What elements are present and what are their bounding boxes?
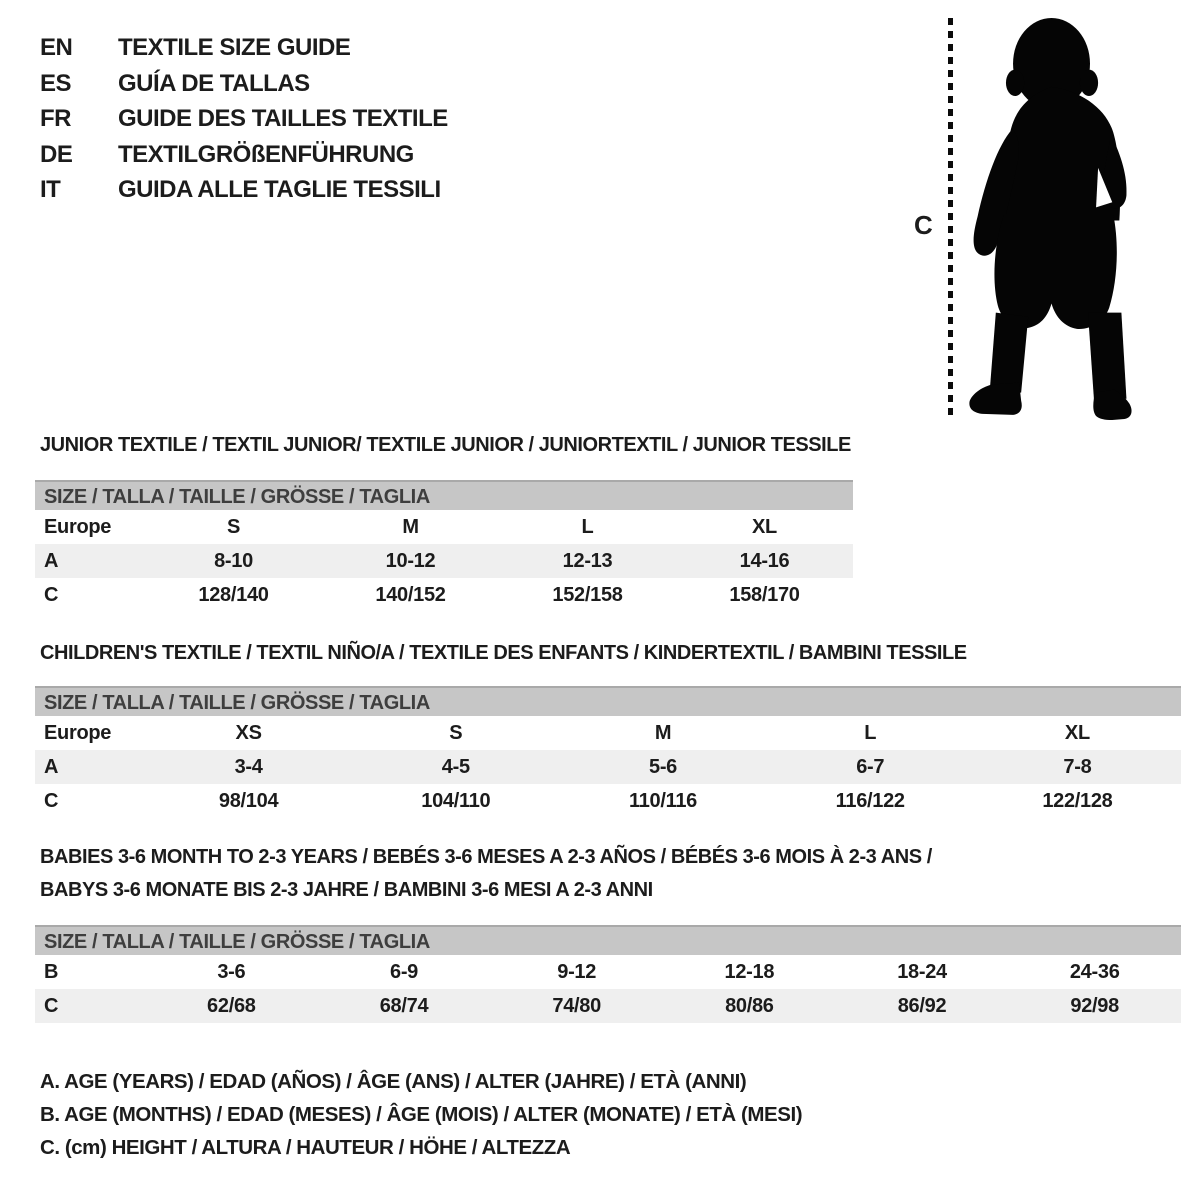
language-code: EN [40, 34, 73, 61]
table-cell: 4-5 [441, 756, 470, 778]
table-cell: S [226, 516, 241, 538]
table-cell: 8-10 [214, 550, 253, 572]
table-cell: 10-12 [385, 550, 436, 572]
table-cell: 68/74 [379, 995, 429, 1017]
table-cell: 122/128 [1042, 790, 1113, 812]
guide-title: TEXTILE SIZE GUIDE [118, 34, 351, 61]
height-measure-label: C [914, 210, 933, 240]
size-header-bar: SIZE / TALLA / TAILLE / GRÖSSE / TAGLIA [35, 686, 1181, 716]
table-cell: 12-18 [724, 961, 775, 983]
legend-age-months: B. AGE (MONTHS) / EDAD (MESES) / ÂGE (MOIS) / ALTER (MONATE) / ETÀ (MESI) [40, 1103, 803, 1126]
guide-title: TEXTILGRÖßENFÜHRUNG [118, 141, 414, 168]
table-cell: 116/122 [835, 790, 905, 812]
row-label: C [44, 995, 59, 1017]
language-row-fr [40, 105, 448, 133]
language-code: DE [40, 141, 73, 168]
row-label: Europe [44, 722, 112, 744]
table-row [35, 544, 853, 578]
table-cell: 128/140 [198, 584, 269, 606]
table-cell: 104/110 [421, 790, 491, 812]
table-cell: S [449, 722, 463, 744]
language-row-en [40, 34, 350, 62]
table-cell: 80/86 [725, 995, 774, 1017]
table-cell: XL [1064, 722, 1090, 744]
language-code: FR [40, 105, 71, 132]
table-cell: 5-6 [649, 756, 678, 778]
table-row [35, 510, 853, 544]
table-cell: L [581, 516, 594, 538]
legend-age-years: A. AGE (YEARS) / EDAD (AÑOS) / ÂGE (ANS) / ALTER (JAHRE) / ETÀ (ANNI) [40, 1070, 747, 1093]
size-header-bar: SIZE / TALLA / TAILLE / GRÖSSE / TAGLIA [35, 925, 1181, 955]
children-section-title: CHILDREN'S TEXTILE / TEXTIL NIÑO/A / TEXTILE DES ENFANTS / KINDERTEXTIL / BAMBINI TESSILE [40, 642, 967, 664]
table-cell: L [864, 722, 877, 744]
table-row [35, 716, 1181, 750]
table-cell: 74/80 [552, 995, 601, 1017]
table-cell: M [402, 516, 419, 538]
junior-section-title: JUNIOR TEXTILE / TEXTIL JUNIOR/ TEXTILE JUNIOR / JUNIORTEXTIL / JUNIOR TESSILE [40, 434, 851, 456]
language-code: IT [40, 176, 61, 203]
toddler-silhouette-image [967, 16, 1133, 420]
table-cell: 110/116 [629, 790, 697, 812]
table-row [35, 750, 1181, 784]
row-label: Europe [44, 516, 112, 538]
table-cell: 3-4 [234, 756, 263, 778]
language-row-de [40, 141, 414, 169]
guide-title: GUÍA DE TALLAS [118, 70, 310, 97]
table-cell: 3-6 [217, 961, 246, 983]
table-cell: XL [752, 516, 777, 538]
row-label: A [44, 756, 59, 778]
babies-size-table [35, 925, 1181, 1023]
row-label: C [44, 790, 59, 812]
size-header-bar: SIZE / TALLA / TAILLE / GRÖSSE / TAGLIA [35, 480, 853, 510]
table-row [35, 955, 1181, 989]
table-cell: 6-7 [856, 756, 885, 778]
table-cell: 92/98 [1070, 995, 1119, 1017]
table-cell: 98/104 [218, 790, 279, 812]
table-cell: 158/170 [729, 584, 800, 606]
row-label: A [44, 550, 59, 572]
table-cell: 7-8 [1063, 756, 1092, 778]
table-cell: 86/92 [897, 995, 947, 1017]
table-cell: M [654, 722, 672, 744]
babies-section-title-line2: BABYS 3-6 MONATE BIS 2-3 JAHRE / BAMBINI 3-6 MESI A 2-3 ANNI [40, 879, 653, 901]
table-cell: 18-24 [897, 961, 947, 983]
table-cell: 6-9 [390, 961, 419, 983]
height-dashed-line [948, 18, 953, 418]
table-cell: 140/152 [375, 584, 446, 606]
row-label: B [44, 961, 59, 983]
table-cell: 24-36 [1069, 961, 1120, 983]
language-code: ES [40, 70, 72, 97]
language-row-it [40, 176, 441, 204]
table-cell: 62/68 [207, 995, 256, 1017]
table-row [35, 578, 853, 612]
row-label: C [44, 584, 59, 606]
guide-title: GUIDE DES TAILLES TEXTILE [118, 105, 448, 132]
table-cell: 12-13 [562, 550, 613, 572]
table-row [35, 784, 1181, 818]
babies-section-title-line1: BABIES 3-6 MONTH TO 2-3 YEARS / BEBÉS 3-6 MESES A 2-3 AÑOS / BÉBÉS 3-6 MOIS À 2-3 ANS / [40, 846, 932, 868]
table-row [35, 989, 1181, 1023]
legend-height-cm: C. (cm) HEIGHT / ALTURA / HAUTEUR / HÖHE / ALTEZZA [40, 1136, 571, 1159]
table-cell: 9-12 [557, 961, 597, 983]
table-cell: XS [235, 722, 262, 744]
children-size-table [35, 686, 1181, 818]
language-row-es [40, 70, 310, 98]
table-cell: 152/158 [552, 584, 623, 606]
table-cell: 14-16 [739, 550, 790, 572]
guide-title: GUIDA ALLE TAGLIE TESSILI [118, 176, 441, 203]
junior-size-table [35, 480, 853, 612]
